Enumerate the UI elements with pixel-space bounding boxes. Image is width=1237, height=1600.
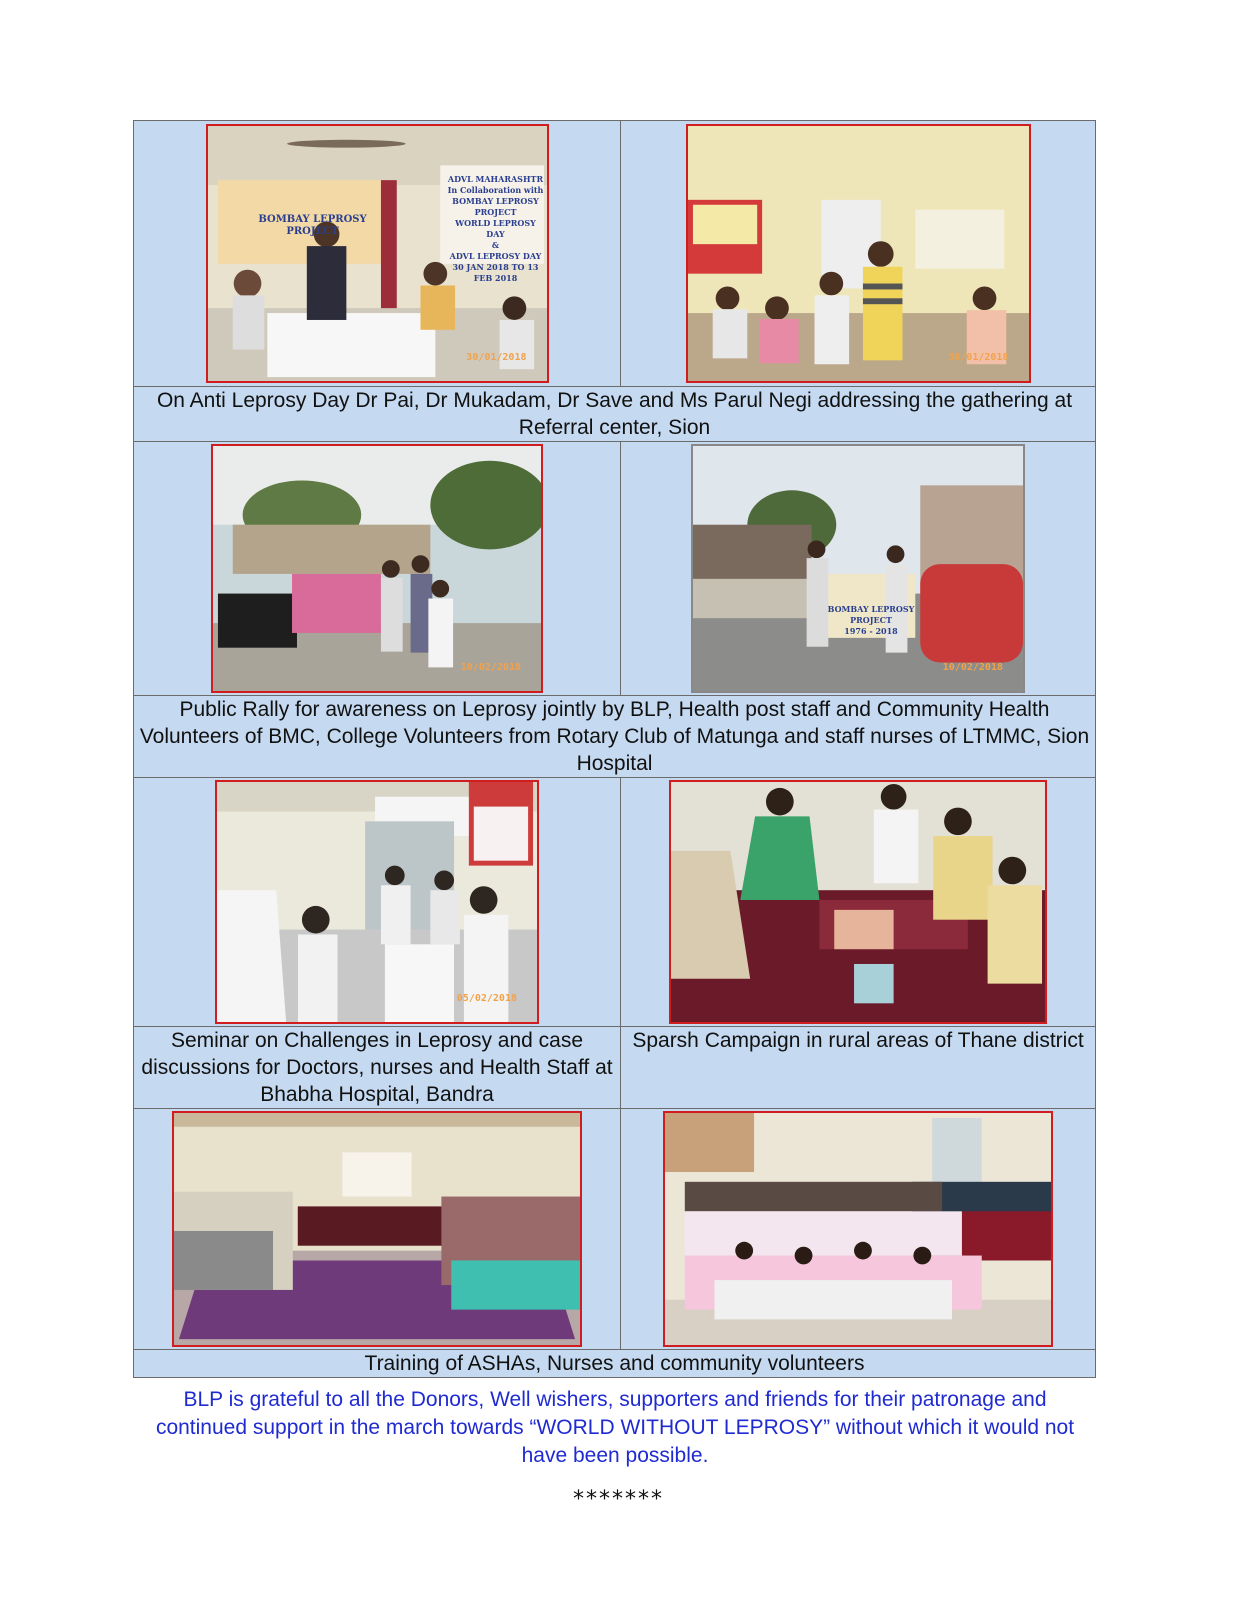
photo-date-stamp: 30/01/2018: [948, 352, 1009, 363]
caption-public-rally: Public Rally for awareness on Leprosy jointly by BLP, Health post staff and Community Health Volunteers of BMC, College Volunteers from Rotary Club of Matunga and staff nurses of LTMMC, Sion Hospital: [134, 696, 1096, 778]
banner-text-right: ADVL MAHARASHTR In Collaboration with BOMBAY LEPROSY PROJECT WORLD LEPROSY DAY & ADVL LEPROSY DAY 30 JAN 2018 TO 13 FEB 2018: [447, 174, 544, 283]
photo-cell: [621, 1109, 1096, 1350]
photo-cell: [621, 442, 1096, 696]
photo-cell: [134, 121, 621, 387]
acknowledgement-text: BLP is grateful to all the Donors, Well wishers, supporters and friends for their patronage and continued support in the march towards “WORLD WITHOUT LEPROSY” without which it would not have been possible.: [155, 1388, 1075, 1467]
seminar-photo: [215, 780, 539, 1024]
sparsh-campaign-photo: [669, 780, 1047, 1024]
photo-cell: [134, 1109, 621, 1350]
caption-anti-leprosy-day: On Anti Leprosy Day Dr Pai, Dr Mukadam, Dr Save and Ms Parul Negi addressing the gathering at Referral center, Sion: [134, 387, 1096, 442]
photo-grid: [133, 120, 1096, 1378]
photo-cell: [621, 121, 1096, 387]
photo-cell: [621, 778, 1096, 1027]
public-rally-photo-2: [691, 444, 1025, 693]
photo-cell: [134, 778, 621, 1027]
photo-date-stamp: 10/02/2018: [942, 662, 1003, 673]
photo-cell: [134, 442, 621, 696]
banner-text-left: BOMBAY LEPROSY PROJECT: [258, 214, 367, 237]
training-photo-1: [172, 1111, 582, 1347]
public-rally-photo-1: [211, 444, 543, 693]
end-mark: *******: [573, 1487, 664, 1512]
caption-training: Training of ASHAs, Nurses and community volunteers: [134, 1350, 1096, 1378]
caption-sparsh-campaign: Sparsh Campaign in rural areas of Thane district: [621, 1027, 1096, 1109]
photo-date-stamp: 10/02/2018: [460, 662, 521, 673]
photo-date-stamp: 30/01/2018: [466, 352, 527, 363]
photo-date-stamp: 05/02/2018: [456, 993, 517, 1004]
anti-leprosy-day-photo-1: [206, 124, 549, 383]
training-photo-2: [663, 1111, 1053, 1347]
rally-banner-text: BOMBAY LEPROSY PROJECT 1976 - 2018: [827, 604, 915, 636]
anti-leprosy-day-photo-2: [686, 124, 1031, 383]
caption-seminar: Seminar on Challenges in Leprosy and case discussions for Doctors, nurses and Health Staff at Bhabha Hospital, Bandra: [134, 1027, 621, 1109]
